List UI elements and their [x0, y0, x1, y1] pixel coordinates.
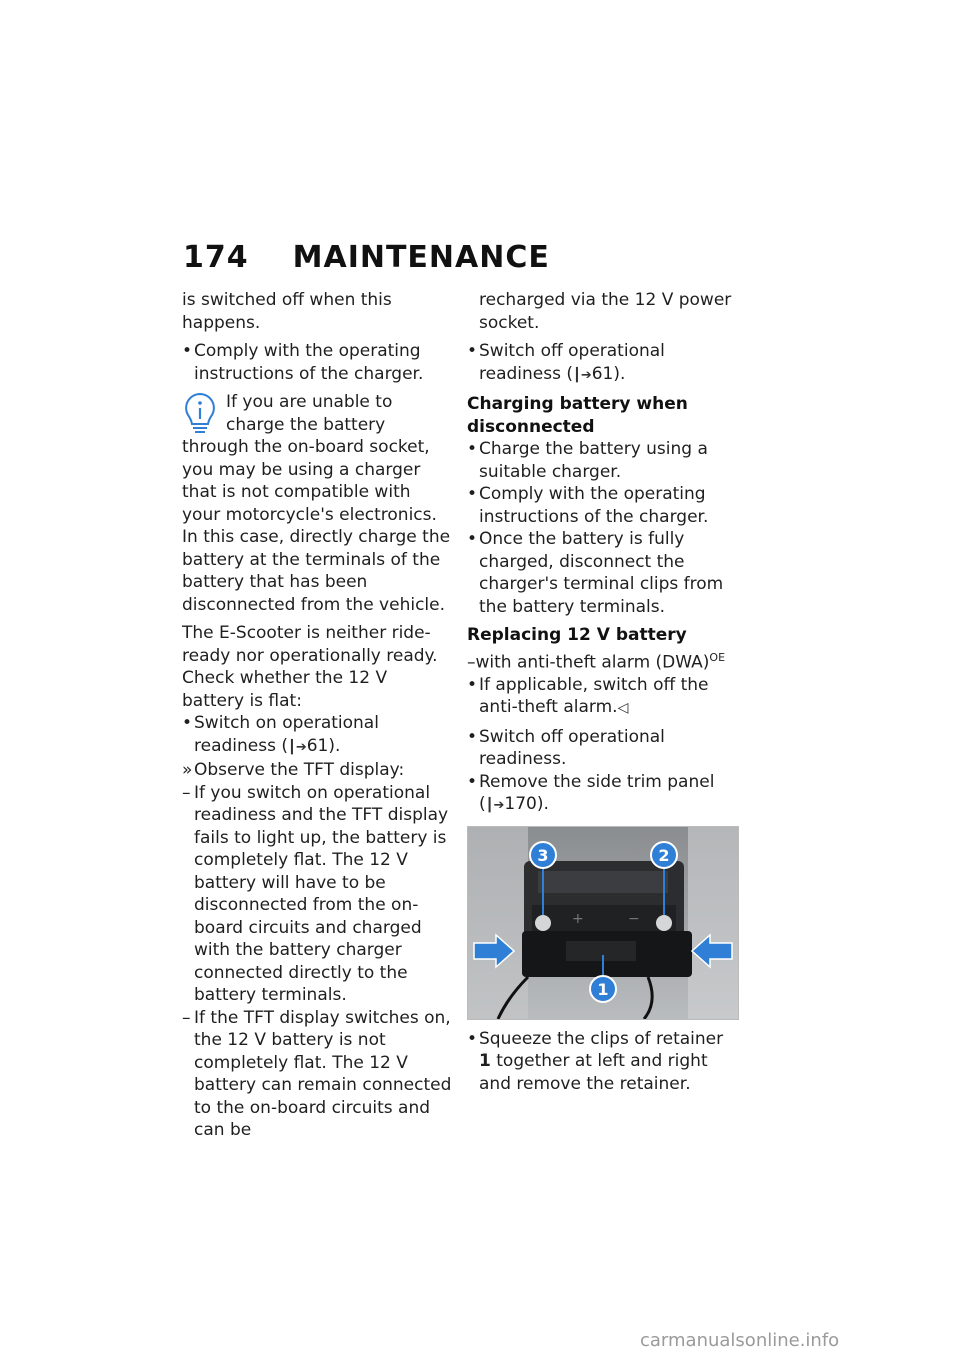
callout-label: 2 — [658, 845, 670, 865]
right-column — [467, 289, 737, 1095]
callout-label: 3 — [537, 845, 549, 865]
result-item — [182, 759, 452, 782]
bullet-icon: • — [467, 1028, 478, 1049]
dash-item — [182, 1007, 452, 1142]
page-ref-arrow-icon: ┃➔ — [573, 367, 592, 383]
callout-2 — [651, 842, 677, 868]
bullet-icon: • — [467, 341, 478, 361]
result-text: Observe the TFT display: — [194, 760, 405, 780]
dash-text: If you switch on operational readiness and the TFT display fails to light up, the battery is completely flat. The 12 V battery will have to be disconnected from the on-board circuits and charged with the battery charger connected directly to the battery terminals. — [194, 782, 449, 1005]
bullet-text: Comply with the operating instructions of the charger. — [194, 341, 424, 384]
page-ref: 61). — [591, 363, 626, 384]
bullet-item — [467, 528, 737, 618]
dash-icon: – — [182, 782, 191, 803]
bullet-icon: • — [467, 726, 478, 747]
bullet-icon: • — [467, 529, 478, 549]
page-number: 174 — [183, 240, 249, 275]
paragraph: The E-Scooter is neither ride-ready nor operationally ready. Check whether the 12 V battery is flat: — [182, 623, 438, 711]
section-heading: Charging battery when disconnected — [467, 394, 688, 437]
bullet-text: recharged via the 12 V power socket. — [479, 290, 732, 333]
page-header — [183, 240, 550, 275]
svg-text:+: + — [572, 910, 584, 927]
callout-1 — [590, 976, 616, 1002]
bullet-bold-ref: 1 — [479, 1051, 491, 1072]
bullet-text: Comply with the operating instructions of the charger. — [479, 484, 709, 527]
info-icon — [182, 391, 218, 435]
left-column — [182, 289, 452, 1142]
section-heading: Replacing 12 V battery — [467, 625, 687, 645]
bullet-item — [467, 726, 737, 771]
bullet-text: Switch off operational readiness. — [479, 726, 665, 770]
subheading-text: –with anti-theft alarm (DWA) — [467, 652, 710, 673]
info-first-line: If you are unable to charge the battery — [226, 392, 393, 435]
section-title: MAINTENANCE — [292, 240, 550, 275]
bullet-text: If applicable, switch off the anti-theft alarm. — [479, 674, 709, 718]
bullet-item — [467, 1028, 737, 1096]
page-ref-arrow-icon: ┃➔ — [485, 798, 505, 814]
bullet-item — [467, 771, 737, 818]
bullet-icon: • — [182, 341, 193, 361]
dash-text: If the TFT display switches on, the 12 V battery is not completely flat. The 12 V battery can remain connected to the on-board circuits and can be — [194, 1007, 452, 1140]
end-mark-icon: ◁ — [617, 700, 629, 717]
bullet-icon: • — [467, 771, 478, 792]
bullet-icon: • — [467, 484, 478, 504]
footer-watermark: carmanualsonline.info — [640, 1330, 840, 1351]
dash-icon: – — [182, 1007, 191, 1028]
bullet-text: Remove the side trim panel ( — [479, 771, 715, 815]
option-badge: OE — [709, 650, 726, 664]
page-ref: 170). — [504, 794, 549, 815]
dash-item — [182, 782, 452, 1007]
bullet-text: Squeeze the clips of retainer — [479, 1028, 724, 1049]
svg-text:−: − — [628, 910, 640, 927]
bullet-text: Charge the battery using a suitable charger. — [479, 439, 708, 482]
bullet-item — [182, 712, 452, 759]
bullet-text: Switch off operational readiness ( — [479, 341, 665, 384]
bullet-icon: • — [467, 439, 478, 459]
bullet-icon: • — [182, 713, 193, 733]
page-ref-arrow-icon: ┃➔ — [288, 739, 307, 755]
info-text: through the on-board socket, you may be using a charger that is not compatible with your motorcycle's electronics. In this case, directly charge the battery at the terminals of the battery that has been disconnected from the vehicle. — [182, 437, 451, 615]
result-icon: » — [182, 760, 193, 780]
info-note — [182, 391, 452, 616]
section-subheading — [467, 647, 737, 674]
page-ref: 61). — [306, 735, 341, 756]
bullet-continuation — [467, 289, 737, 334]
bullet-item — [467, 340, 737, 387]
bullet-item — [467, 483, 737, 528]
bullet-icon: • — [467, 674, 478, 695]
bullet-item — [467, 438, 737, 483]
callout-label: 1 — [597, 979, 609, 999]
battery-figure — [467, 826, 739, 1020]
bullet-text: together at left and right and remove the retainer. — [479, 1051, 708, 1094]
bullet-text: Switch on operational readiness ( — [194, 713, 379, 756]
callout-3 — [530, 842, 556, 868]
paragraph: is switched off when this happens. — [182, 290, 392, 333]
bullet-text: Once the battery is fully charged, disconnect the charger's terminal clips from the battery terminals. — [479, 529, 724, 617]
bullet-item — [182, 340, 452, 385]
battery-illustration — [468, 827, 738, 1019]
bullet-item — [467, 674, 737, 720]
